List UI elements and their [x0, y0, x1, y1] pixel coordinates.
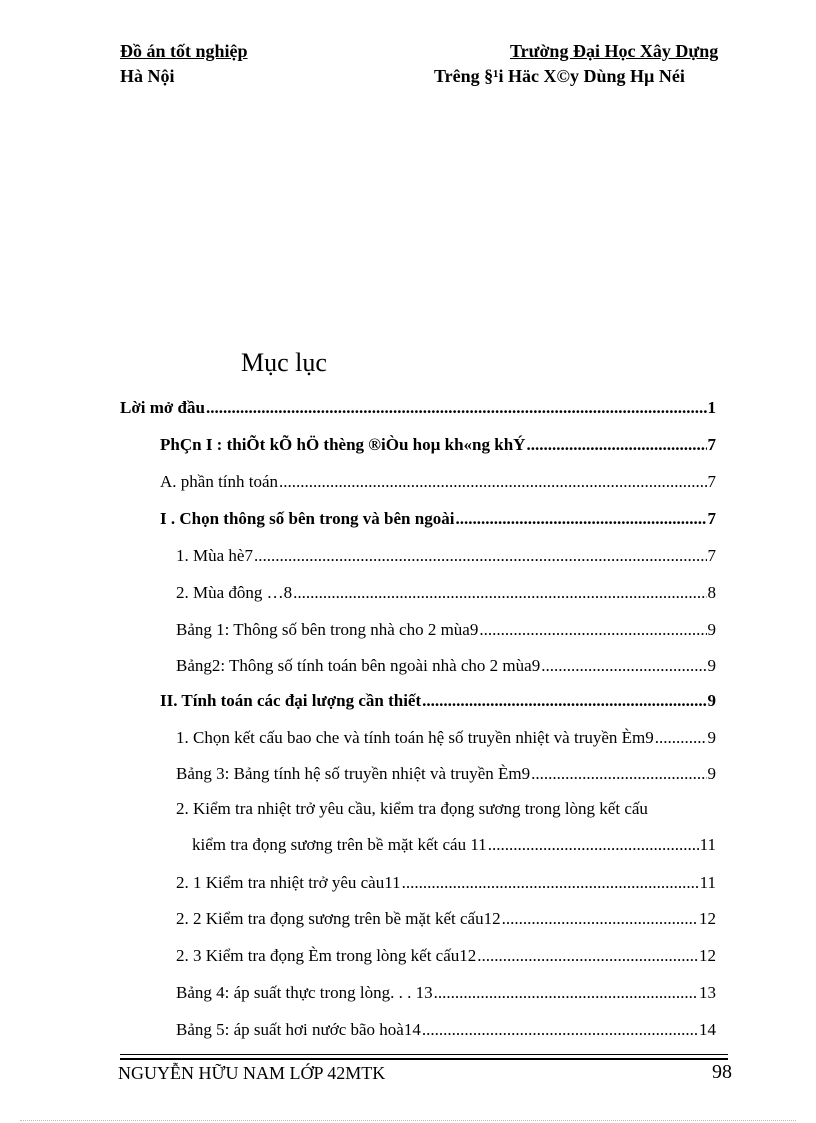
toc-entry[interactable] [160, 471, 716, 493]
toc-entry-page: 7 [707, 472, 716, 491]
footer-rule [120, 1054, 728, 1055]
toc-leader [488, 834, 699, 856]
toc-entry-page: 7 [707, 546, 716, 565]
toc-entry-page: 9 [707, 728, 716, 747]
toc-entry[interactable] [176, 545, 716, 567]
toc-leader [434, 982, 698, 1004]
toc-leader [526, 434, 706, 456]
toc-leader [422, 1019, 698, 1041]
toc-leader [293, 582, 706, 604]
toc-entry-page: 1 [707, 398, 716, 417]
toc-entry-page: 9 [707, 764, 716, 783]
footer-author: NGUYỄN HỮU NAM LỚP 42MTK [118, 1063, 386, 1083]
toc-entry-text: A. phần tính toán [160, 472, 279, 491]
header-doc-type: Đồ án tốt nghiệp [120, 41, 248, 61]
toc-entry[interactable] [160, 508, 716, 530]
toc-entry[interactable] [176, 763, 716, 785]
toc-entry[interactable] [176, 582, 716, 604]
toc-leader [477, 945, 698, 967]
toc-entry[interactable] [176, 872, 716, 894]
toc-entry-page: 7 [707, 509, 716, 528]
toc-entry-text: 2. 2 Kiểm tra đọng sương trên bề mặt kết cấu12 [176, 909, 501, 928]
page-number: 98 [712, 1061, 732, 1083]
toc-leader [502, 908, 698, 930]
toc-entry-page: 11 [699, 835, 716, 854]
toc-entry[interactable] [176, 945, 716, 967]
toc-entry[interactable] [120, 397, 716, 419]
header-university-legacy-font: Trêng §¹i Häc X©y Dùng Hµ Néi [434, 66, 685, 86]
toc-entry-text: 2. Mùa đông …8 [176, 583, 293, 602]
toc-entry[interactable] [176, 727, 716, 749]
toc-entry-page: 7 [707, 435, 716, 454]
toc-entry-text: Bảng 1: Thông số bên trong nhà cho 2 mùa9 [176, 620, 479, 639]
toc-leader [455, 508, 706, 530]
toc-leader [655, 727, 707, 749]
page-edge-divider [20, 1120, 796, 1121]
toc-leader [531, 763, 706, 785]
toc-entry-page: 9 [707, 656, 716, 675]
toc-entry-page: 11 [699, 873, 716, 892]
toc-leader [541, 655, 706, 677]
toc-entry-page: 9 [707, 620, 716, 639]
toc-entry-text: PhÇn I : thiÕt kÕ hÖ thèng ®iÒu hoµ kh«ng khÝ [160, 435, 526, 454]
footer-rule-thick [120, 1058, 728, 1060]
toc-leader [206, 397, 707, 419]
toc-leader [402, 872, 699, 894]
toc-entry-text: Bảng 4: áp suất thực trong lòng. . . 13 [176, 983, 433, 1002]
toc-leader [254, 545, 707, 567]
toc-entry-wrap[interactable] [176, 798, 722, 820]
toc-entry-text: 2. 1 Kiểm tra nhiệt trở yêu càu11 [176, 873, 401, 892]
toc-entry[interactable] [192, 834, 716, 856]
toc-entry-text: Bảng2: Thông số tính toán bên ngoài nhà cho 2 mùa9 [176, 656, 541, 675]
toc-entry-page: 12 [699, 909, 716, 928]
toc-entry-text: Lời mở đầu [120, 398, 205, 417]
toc-entry[interactable] [176, 619, 716, 641]
toc-entry-text: Bảng 3: Bảng tính hệ số truyền nhiệt và truyền Èm9 [176, 764, 531, 783]
toc-leader [422, 690, 706, 712]
toc-entry-text: 2. Kiểm tra nhiệt trở yêu cầu, kiểm tra đọng sương trong lòng kết cấu [176, 799, 648, 818]
toc-entry[interactable] [160, 690, 716, 712]
header-city: Hà Nội [120, 66, 175, 86]
toc-entry[interactable] [176, 908, 716, 930]
toc-entry-page: 13 [699, 983, 716, 1002]
toc-entry[interactable] [176, 1019, 716, 1041]
toc-entry[interactable] [160, 434, 716, 456]
toc-entry-page: 12 [699, 946, 716, 965]
toc-entry-text: Bảng 5: áp suất hơi nước bão hoà14 [176, 1020, 421, 1039]
toc-entry[interactable] [176, 982, 716, 1004]
toc-entry-text: II. Tính toán các đại lượng cần thiết [160, 691, 422, 710]
toc-leader [279, 471, 706, 493]
toc-entry-text: 1. Mùa hè7 [176, 546, 253, 565]
toc-title: Mục lục [241, 348, 327, 377]
toc-leader [479, 619, 706, 641]
header-university: Trường Đại Học Xây Dựng [510, 41, 719, 61]
toc-entry-page: 14 [699, 1020, 716, 1039]
toc-entry[interactable] [176, 655, 716, 677]
toc-entry-text: 1. Chọn kết cấu bao che và tính toán hệ số truyền nhiệt và truyền Èm9 [176, 728, 654, 747]
toc-entry-text: kiểm tra đọng sương trên bề mặt kết cáu 11 [192, 835, 487, 854]
toc-entry-text: 2. 3 Kiểm tra đọng Èm trong lòng kết cấu12 [176, 946, 477, 965]
toc-entry-page: 9 [707, 691, 716, 710]
toc-entry-text: I . Chọn thông số bên trong và bên ngoài [160, 509, 455, 528]
toc-entry-page: 8 [707, 583, 716, 602]
